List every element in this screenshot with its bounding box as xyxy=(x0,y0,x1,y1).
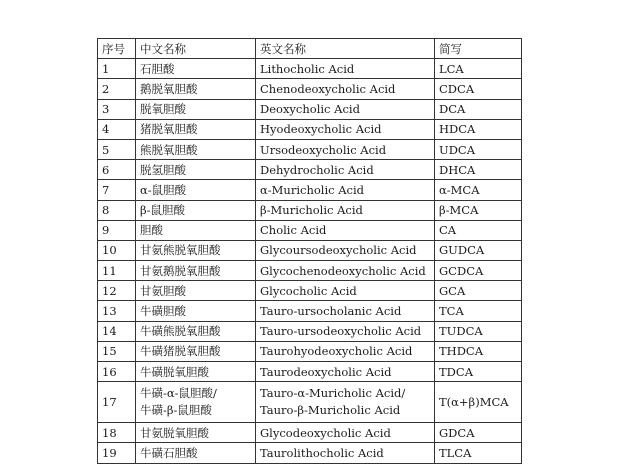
cell-no: 19 xyxy=(98,443,136,463)
cell-no: 5 xyxy=(98,139,136,159)
cell-chinese-name: 胆酸 xyxy=(136,220,256,240)
cell-abbreviation: GDCA xyxy=(435,423,522,443)
cell-abbreviation: TLCA xyxy=(435,443,522,463)
cell-no: 2 xyxy=(98,79,136,99)
table-row xyxy=(98,79,522,99)
cell-no: 6 xyxy=(98,160,136,180)
cell-line: Tauro-β-Muricholic Acid xyxy=(260,403,401,418)
table-row xyxy=(98,362,522,382)
cell-abbreviation: GUDCA xyxy=(435,240,522,260)
cell-abbreviation: CDCA xyxy=(435,79,522,99)
cell-chinese-name: α-鼠胆酸 xyxy=(136,180,256,200)
cell-english-name: Glycocholic Acid xyxy=(256,281,435,301)
cell-chinese-name: 鹅脱氧胆酸 xyxy=(136,79,256,99)
cell-english-name: Hyodeoxycholic Acid xyxy=(256,119,435,139)
cell-english-name xyxy=(256,382,435,423)
cell-no: 13 xyxy=(98,301,136,321)
header-english-name: 英文名称 xyxy=(256,39,435,59)
cell-abbreviation: TCA xyxy=(435,301,522,321)
cell-abbreviation: α-MCA xyxy=(435,180,522,200)
table-row xyxy=(98,160,522,180)
cell-abbreviation: T(α+β)MCA xyxy=(435,382,522,423)
cell-abbreviation: GCDCA xyxy=(435,261,522,281)
table-row xyxy=(98,321,522,341)
cell-abbreviation: GCA xyxy=(435,281,522,301)
cell-chinese-name: 牛磺胆酸 xyxy=(136,301,256,321)
cell-chinese-name: 牛磺猪脱氧胆酸 xyxy=(136,341,256,361)
table-row xyxy=(98,281,522,301)
cell-chinese-name: 脱氧胆酸 xyxy=(136,99,256,119)
cell-no: 15 xyxy=(98,341,136,361)
table-row xyxy=(98,180,522,200)
table-row xyxy=(98,240,522,260)
cell-abbreviation: DCA xyxy=(435,99,522,119)
cell-english-name: Lithocholic Acid xyxy=(256,59,435,79)
cell-abbreviation: TDCA xyxy=(435,362,522,382)
table-row xyxy=(98,139,522,159)
cell-english-name: Glycoursodeoxycholic Acid xyxy=(256,240,435,260)
cell-abbreviation: THDCA xyxy=(435,341,522,361)
cell-english-name: Taurodeoxycholic Acid xyxy=(256,362,435,382)
bile-acid-table xyxy=(97,38,522,464)
cell-no: 11 xyxy=(98,261,136,281)
cell-no: 17 xyxy=(98,382,136,423)
cell-no: 12 xyxy=(98,281,136,301)
cell-chinese-name xyxy=(136,382,256,423)
cell-english-name: Taurohyodeoxycholic Acid xyxy=(256,341,435,361)
cell-chinese-name: 牛磺熊脱氧胆酸 xyxy=(136,321,256,341)
table-row xyxy=(98,99,522,119)
cell-no: 7 xyxy=(98,180,136,200)
cell-chinese-name: 甘氨熊脱氧胆酸 xyxy=(136,240,256,260)
cell-abbreviation: LCA xyxy=(435,59,522,79)
table-row xyxy=(98,443,522,463)
cell-no: 10 xyxy=(98,240,136,260)
bile-acid-table-container xyxy=(97,38,521,464)
cell-chinese-name: 石胆酸 xyxy=(136,59,256,79)
cell-chinese-name: 牛磺脱氧胆酸 xyxy=(136,362,256,382)
cell-line: 牛磺-α-鼠胆酸/ xyxy=(140,386,217,401)
cell-abbreviation: β-MCA xyxy=(435,200,522,220)
cell-chinese-name: 脱氢胆酸 xyxy=(136,160,256,180)
cell-english-name: β-Muricholic Acid xyxy=(256,200,435,220)
table-row xyxy=(98,301,522,321)
cell-chinese-name: 牛磺石胆酸 xyxy=(136,443,256,463)
cell-no: 16 xyxy=(98,362,136,382)
cell-english-name: Ursodeoxycholic Acid xyxy=(256,139,435,159)
cell-english-name: Cholic Acid xyxy=(256,220,435,240)
cell-no: 9 xyxy=(98,220,136,240)
table-row xyxy=(98,119,522,139)
cell-english-name: α-Muricholic Acid xyxy=(256,180,435,200)
table-header-row xyxy=(98,39,522,59)
cell-abbreviation: CA xyxy=(435,220,522,240)
cell-no: 1 xyxy=(98,59,136,79)
table-row xyxy=(98,59,522,79)
cell-no: 18 xyxy=(98,423,136,443)
header-no: 序号 xyxy=(98,39,136,59)
cell-chinese-name: 甘氨鹅脱氧胆酸 xyxy=(136,261,256,281)
cell-english-name: Taurolithocholic Acid xyxy=(256,443,435,463)
cell-chinese-name: β-鼠胆酸 xyxy=(136,200,256,220)
cell-english-name: Deoxycholic Acid xyxy=(256,99,435,119)
cell-english-name: Chenodeoxycholic Acid xyxy=(256,79,435,99)
cell-abbreviation: HDCA xyxy=(435,119,522,139)
cell-line: 牛磺-β-鼠胆酸 xyxy=(140,403,212,418)
table-row xyxy=(98,341,522,361)
cell-line: Tauro-α-Muricholic Acid/ xyxy=(260,386,406,401)
cell-chinese-name: 猪脱氧胆酸 xyxy=(136,119,256,139)
header-chinese-name: 中文名称 xyxy=(136,39,256,59)
cell-english-name: Tauro-ursodeoxycholic Acid xyxy=(256,321,435,341)
cell-english-name: Glycodeoxycholic Acid xyxy=(256,423,435,443)
cell-chinese-name: 甘氨胆酸 xyxy=(136,281,256,301)
header-abbreviation: 简写 xyxy=(435,39,522,59)
cell-abbreviation: DHCA xyxy=(435,160,522,180)
cell-chinese-name: 熊脱氧胆酸 xyxy=(136,139,256,159)
table-body xyxy=(98,59,522,463)
table-row xyxy=(98,261,522,281)
cell-english-name: Dehydrocholic Acid xyxy=(256,160,435,180)
cell-abbreviation: TUDCA xyxy=(435,321,522,341)
table-row xyxy=(98,220,522,240)
cell-no: 8 xyxy=(98,200,136,220)
table-row xyxy=(98,200,522,220)
table-row xyxy=(98,382,522,423)
cell-no: 4 xyxy=(98,119,136,139)
cell-english-name: Glycochenodeoxycholic Acid xyxy=(256,261,435,281)
table-row xyxy=(98,423,522,443)
cell-abbreviation: UDCA xyxy=(435,139,522,159)
cell-no: 14 xyxy=(98,321,136,341)
cell-english-name: Tauro-ursocholanic Acid xyxy=(256,301,435,321)
cell-no: 3 xyxy=(98,99,136,119)
cell-chinese-name: 甘氨脱氧胆酸 xyxy=(136,423,256,443)
